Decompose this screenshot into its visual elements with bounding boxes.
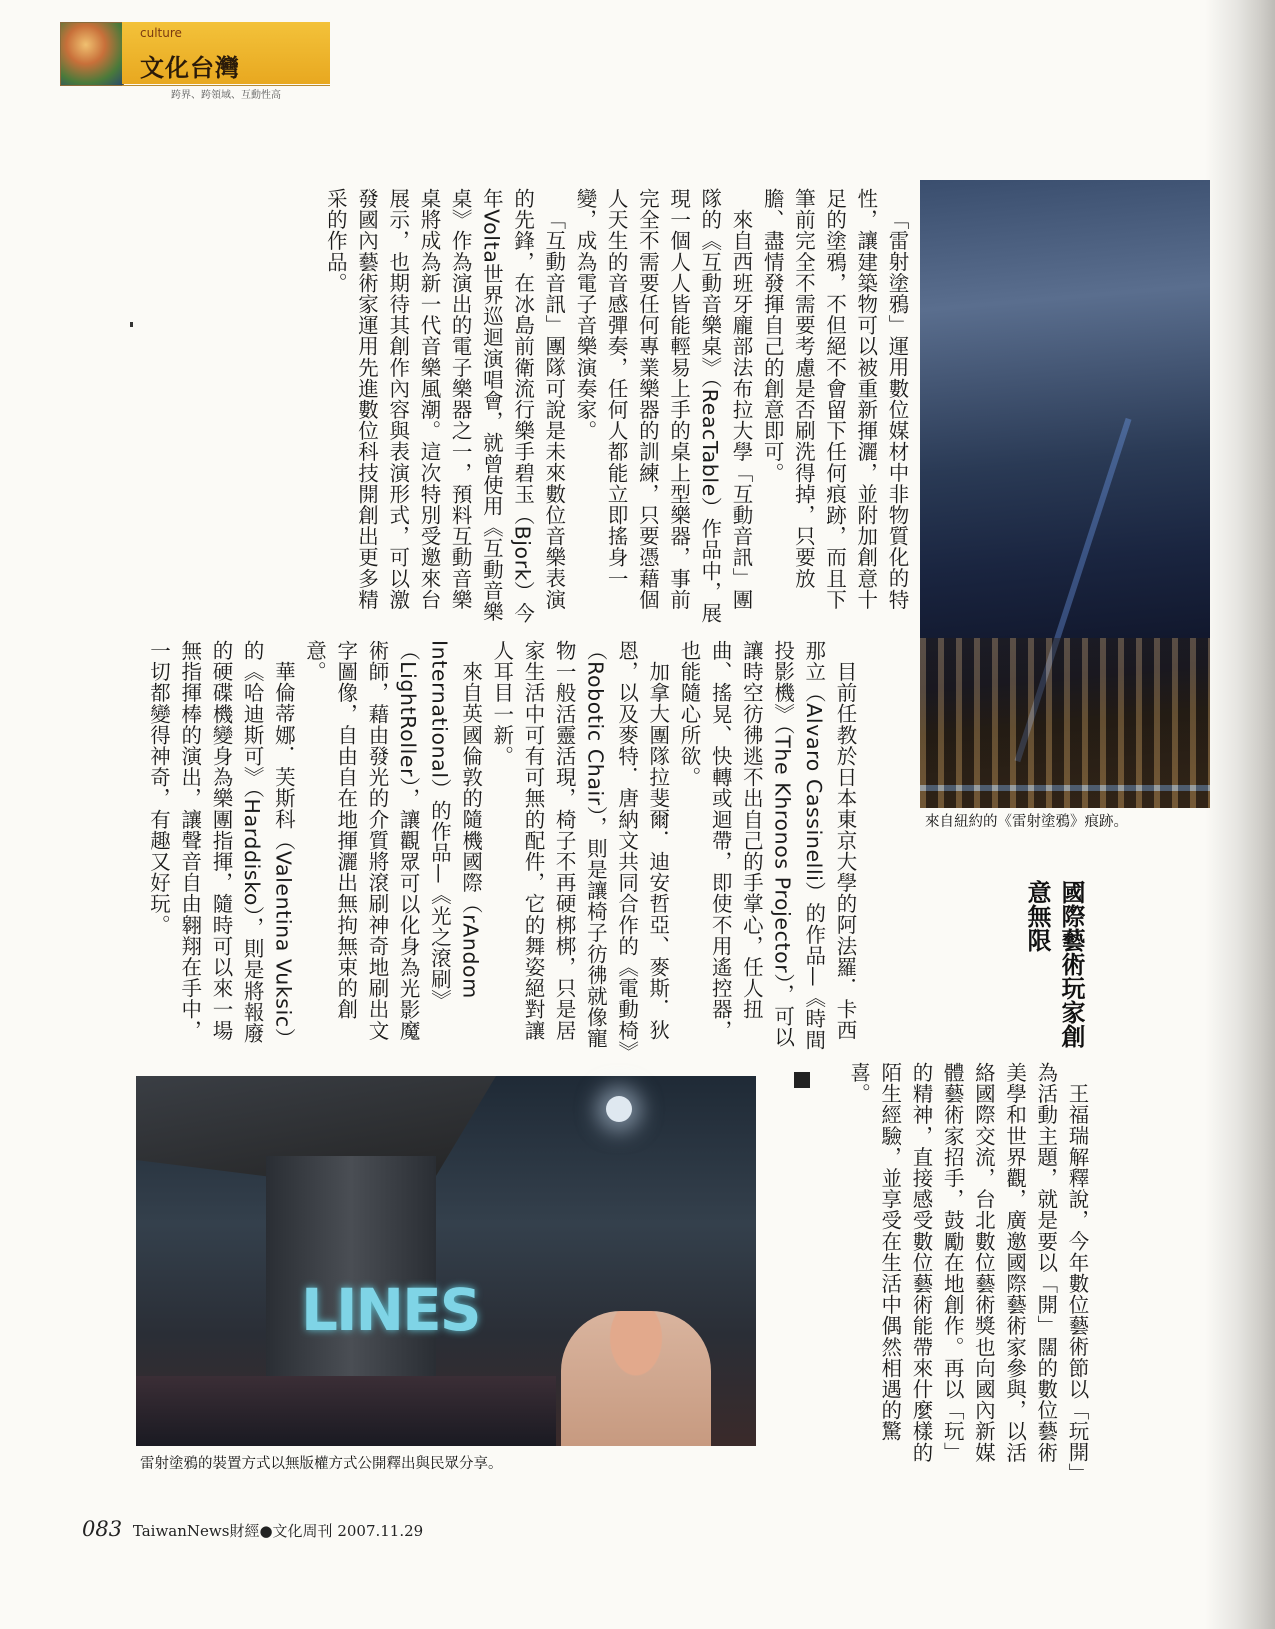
graffiti-text: LINES (301, 1276, 480, 1344)
section-header (60, 22, 281, 101)
paragraph: 來自英國倫敦的隨機國際（rAndom International）的作品—《光之滾刷》（LightRoller），讓觀眾可以化身為光影魔術師，藉由發光的介質將滾刷神奇地刷出文字圖像，自由自在地揮灑出無拘無束的創意。 (302, 640, 483, 1042)
publication-name: TaiwanNews財經●文化周刊 (132, 1522, 333, 1540)
page-number: 083 (82, 1517, 123, 1541)
print-speck (130, 322, 133, 327)
photo-bridge-night (920, 180, 1210, 808)
moon (606, 1096, 632, 1122)
article-block-upper (160, 188, 912, 628)
article-block-lower (792, 1062, 1092, 1482)
page-binding-shadow (1205, 0, 1275, 1629)
river-water (136, 1376, 556, 1446)
section-label-en: culture (140, 26, 182, 40)
paragraph: 來自西班牙龐部法布拉大學「互動音訊」團隊的《互動音樂桌》（ReacTable）作品中，展現一個人人皆能輕易上手的桌上型樂器，事前完全不需要任何專業樂器的訓練，只要憑藉個人天生的音感彈奏，任何人都能立即搖身一變，成為電子音樂演奏家。 (572, 188, 753, 624)
photo-caption: 雷射塗鴉的裝置方式以無版權方式公開釋出與民眾分享。 (140, 1456, 503, 1472)
end-mark (794, 1072, 810, 1088)
paragraph: 目前任教於日本東京大學的阿法羅．卡西那立（Alvaro Cassinelli）的作品—《時間投影機》（The Khronos Projector），可以讓時空彷彿逃不出自己的手掌心，任人扭曲、搖晃、快轉或迴帶，即使不用遙控器，也能隨心所欲。 (676, 640, 857, 1051)
section-thumbnail-image (60, 22, 124, 86)
photo-laser-graffiti (136, 1076, 756, 1446)
section-title: 文化台灣 (140, 54, 240, 82)
city-lights (920, 638, 1210, 808)
paragraph: 王福瑞解釋說，今年數位藝術節以「玩開」為活動主題，就是要以「開」闊的數位藝術美學和世界觀，廣邀國際藝術家參與，以活絡國際交流，台北數位藝術獎也向國內新媒體藝術家招手，鼓勵在地創作。再以「玩」的精神，直接感受數位藝術能帶來什麼樣的陌生經驗，並享受在生活中偶然相遇的驚喜。 (846, 1062, 1089, 1474)
page-footer (82, 1517, 423, 1541)
article-block-middle (146, 640, 860, 1060)
paragraph: 華倫蒂娜．芙斯科（Valentina Vuksic）的《哈迪斯可》（Harddisko），則是將報廢的硬碟機變身為樂團指揮，隨時可以來一場無指揮棒的演出，讓聲音自由翱翔在手中，一切都變得神奇，有趣又好玩。 (146, 640, 296, 1049)
section-heading: 國際藝術玩家創意無限 (1023, 880, 1085, 1048)
paragraph: 加拿大團隊拉斐爾．迪安哲亞、麥斯．狄恩，以及麥特．唐納文共同合作的《電動椅》（Robotic Chair），則是讓椅子彷彿就像寵物一般活靈活現，椅子不再硬梆梆，只是居家生活中可有可無的配件，它的舞姿絕對讓人耳目一新。 (489, 640, 670, 1052)
person-figure (561, 1311, 711, 1446)
paragraph: 「互動音訊」團隊可說是未來數位音樂表演的先鋒，在冰島前衛流行樂手碧玉（Bjork）今年Volta世界巡迴演唱會，就曾使用《互動音樂桌》作為演出的電子樂器之一，預料互動音樂桌將成為新一代音樂風潮。這次特別受邀來台展示，也期待其創作內容與表演形式，可以激發國內藝術家運用先進數位科技開創出更多精采的作品。 (323, 188, 566, 624)
photo-caption: 來自紐約的《雷射塗鴉》痕跡。 (925, 814, 1128, 830)
paragraph: 「雷射塗鴉」運用數位媒材中非物質化的特性，讓建築物可以被重新揮灑，並附加創意十足的塗鴉，不但絕不會留下任何痕跡，而且下筆前完全不需要考慮是否刷洗得掉，只要放膽、盡情發揮自己的創意即可。 (760, 188, 909, 610)
issue-date: 2007.11.29 (337, 1522, 424, 1540)
section-tagline: 跨界、跨領域、互動性高 (122, 85, 330, 101)
